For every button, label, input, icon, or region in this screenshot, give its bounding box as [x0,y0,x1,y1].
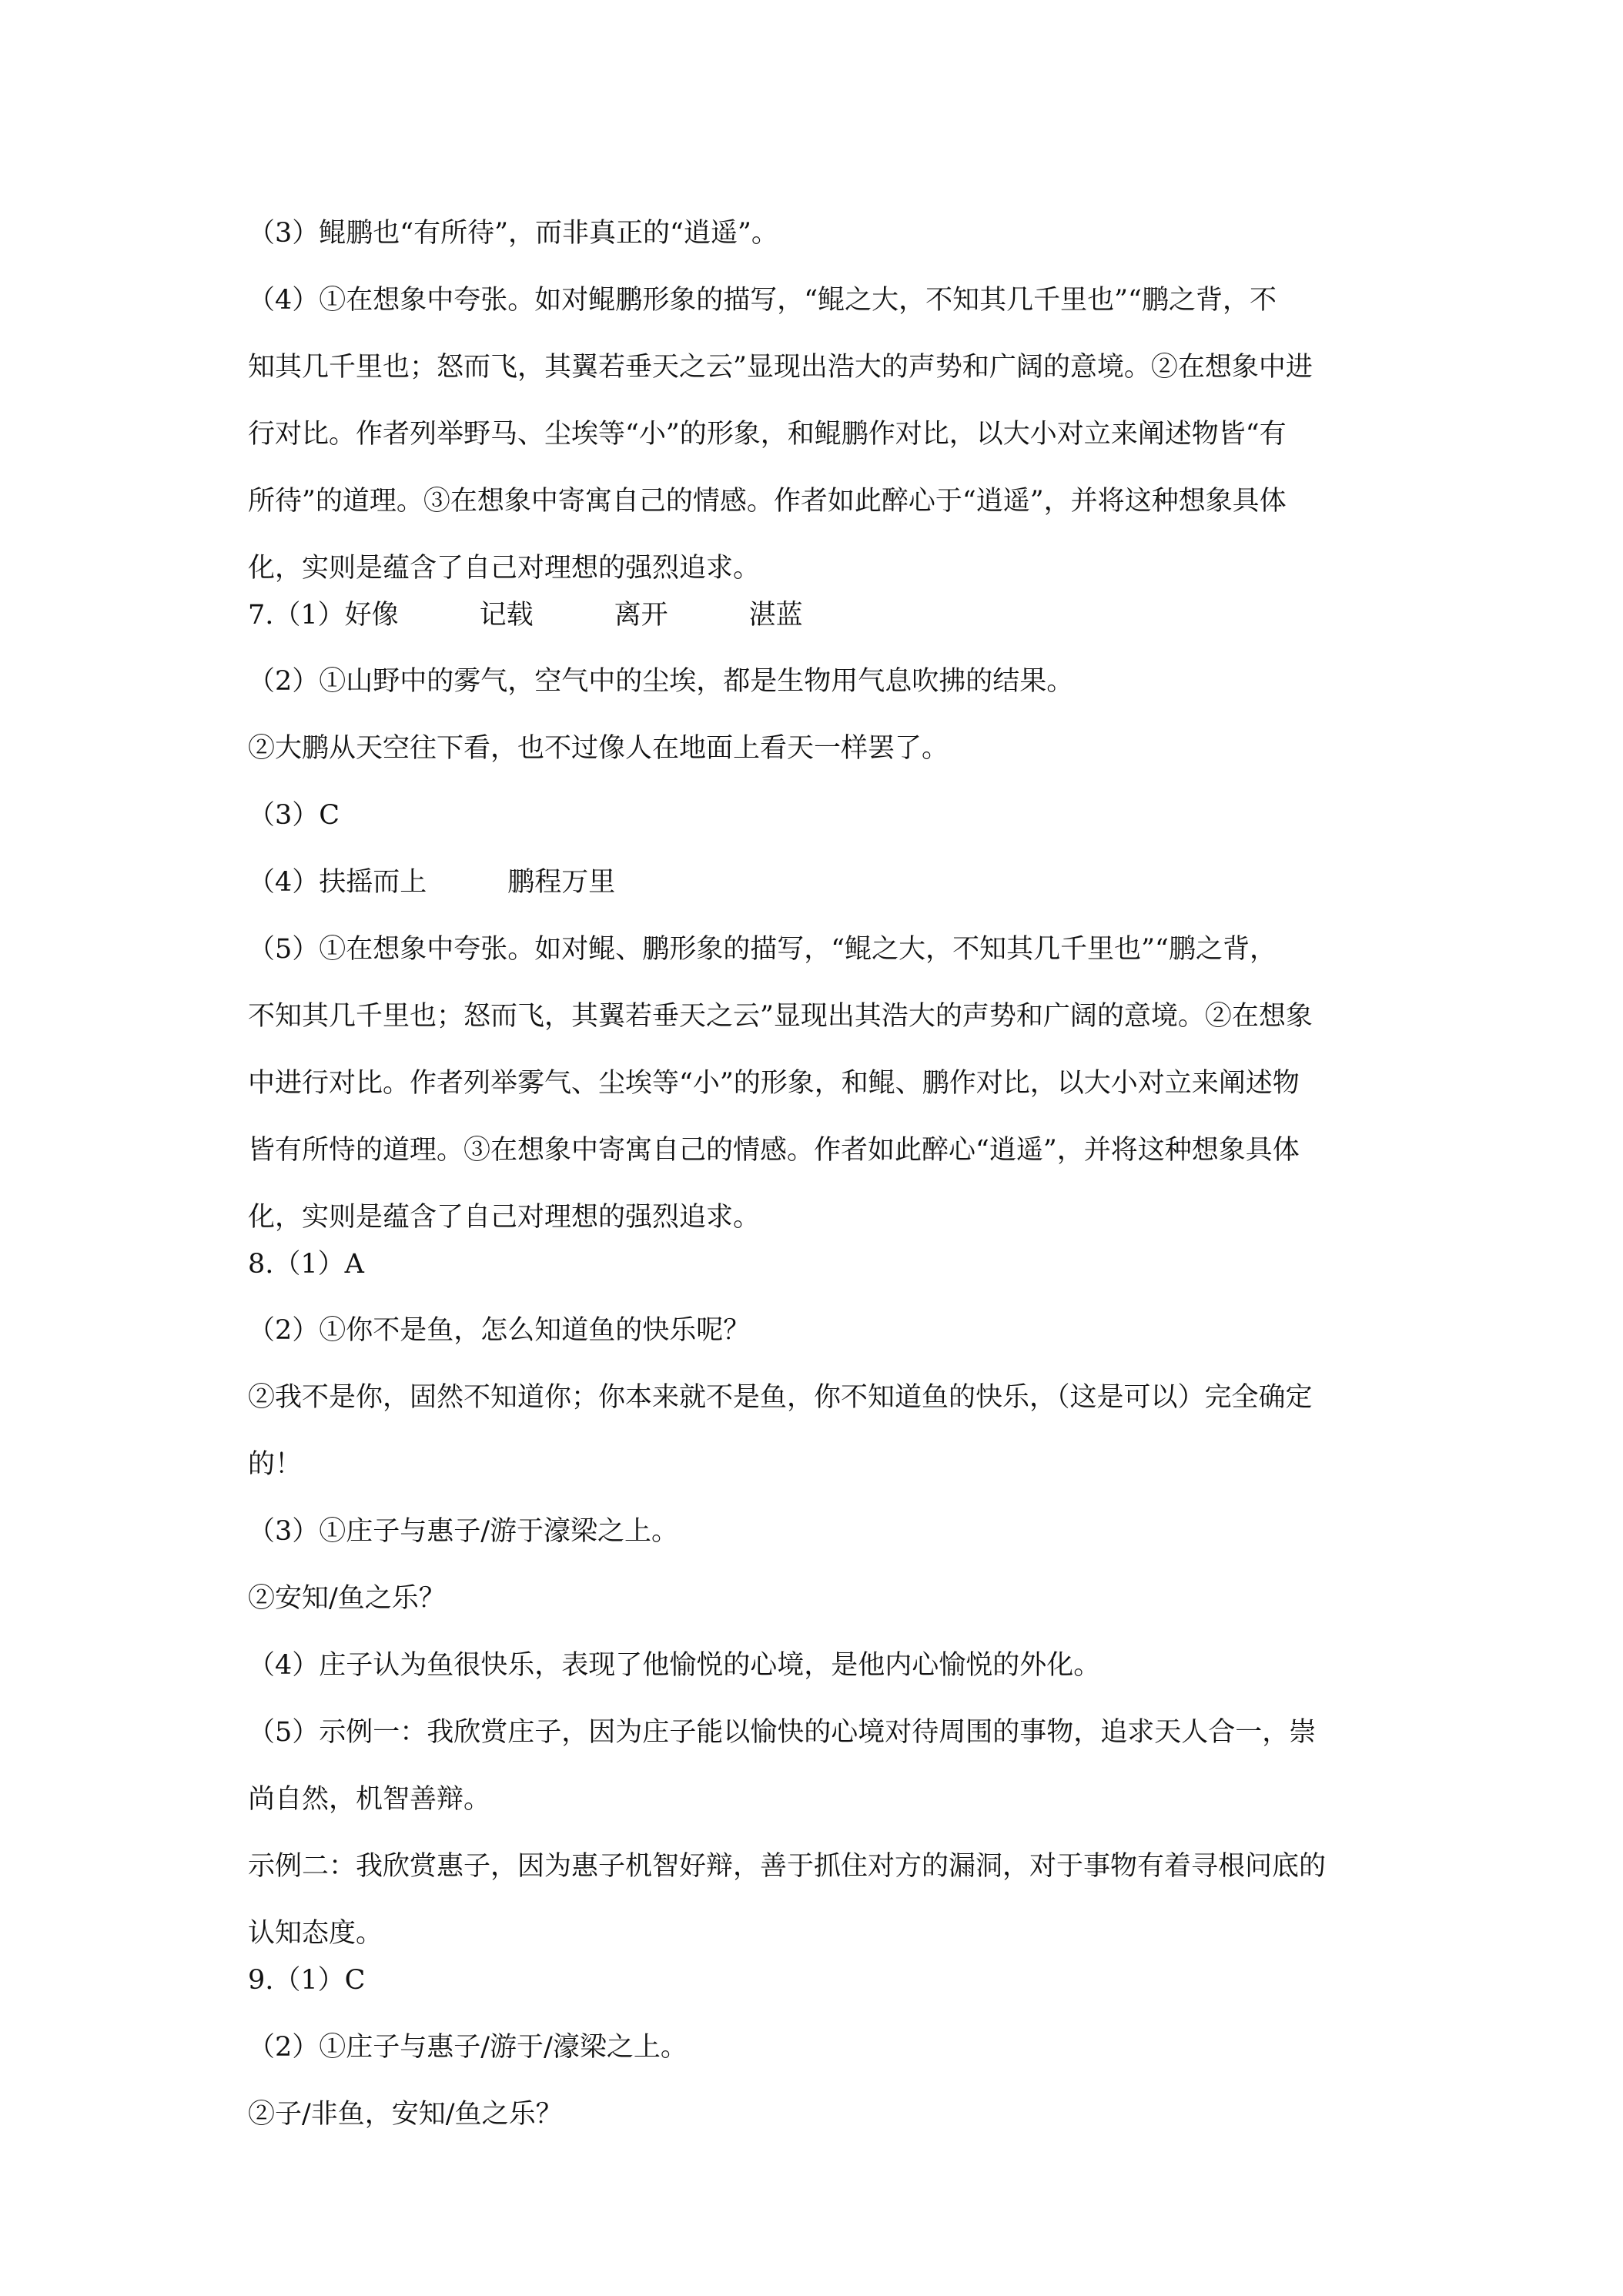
answer-line-8-5c: 示例二：我欣赏惠子，因为惠子机智好辩，善于抓住对方的漏洞，对于事物有着寻根问底的 [248,1851,1327,1882]
answer-line-8-5a: （5）示例一：我欣赏庄子，因为庄子能以愉快的心境对待周围的事物，追求天人合一，崇 [248,1717,1317,1748]
answer-line-7-3: （3）C [248,800,340,831]
answer-line-7-4: （4）扶摇而上 鹏程万里 [248,867,616,898]
answer-line-9-1: 9.（1）C [248,1965,366,1996]
answer-line-3-4e: 化，实则是蕴含了自己对理想的强烈追求。 [248,553,761,584]
answer-line-7-5c: 中进行对比。作者列举雾气、尘埃等“小”的形象，和鲲、鹏作对比，以大小对立来阐述物 [248,1068,1300,1099]
answer-line-3-4b: 知其几千里也；怒而飞，其翼若垂天之云”显现出浩大的声势和广阔的意境。②在想象中进 [248,352,1313,383]
answer-line-3-4c: 行对比。作者列举野马、尘埃等“小”的形象，和鲲鹏作对比，以大小对立来阐述物皆“有 [248,419,1287,450]
answer-line-8-3a: （3）①庄子与惠子/游于濠梁之上。 [248,1516,679,1547]
answer-line-3-3: （3）鲲鹏也“有所待”，而非真正的“逍遥”。 [248,218,778,249]
answer-line-7-5a: （5）①在想象中夸张。如对鲲、鹏形象的描写，“鲲之大，不知其几千里也”“鹏之背， [248,934,1277,965]
answer-line-7-1: 7.（1）好像 记载 离开 湛蓝 [248,600,803,631]
answer-line-7-2b: ②大鹏从天空往下看，也不过像人在地面上看天一样罢了。 [248,733,949,764]
answer-line-3-4a: （4）①在想象中夸张。如对鲲鹏形象的描写，“鲲之大，不知其几千里也”“鹏之背，不 [248,285,1277,316]
answer-line-7-5b: 不知其几千里也；怒而飞，其翼若垂天之云”显现出其浩大的声势和广阔的意境。②在想象 [248,1001,1313,1032]
answer-line-8-4: （4）庄子认为鱼很快乐，表现了他愉悦的心境，是他内心愉悦的外化。 [248,1650,1101,1681]
answer-line-8-1: 8.（1）A [248,1249,364,1280]
answer-line-8-3b: ②安知/鱼之乐？ [248,1583,446,1614]
answer-line-7-2a: （2）①山野中的雾气，空气中的尘埃，都是生物用气息吹拂的结果。 [248,666,1074,697]
answer-line-8-5b: 尚自然，机智善辩。 [248,1784,491,1815]
answer-line-3-4d: 所待”的道理。③在想象中寄寓自己的情感。作者如此醉心于“逍遥”，并将这种想象具体 [248,486,1287,517]
answer-line-9-2b: ②子/非鱼，安知/鱼之乐？ [248,2099,563,2130]
answer-line-8-2b: ②我不是你，固然不知道你；你本来就不是鱼，你不知道鱼的快乐，（这是可以）完全确定 [248,1382,1313,1413]
answer-line-8-2c: 的！ [248,1449,303,1480]
answer-line-9-2a: （2）①庄子与惠子/游于/濠梁之上。 [248,2032,688,2063]
answer-line-7-5d: 皆有所恃的道理。③在想象中寄寓自己的情感。作者如此醉心“逍遥”，并将这种想象具体 [248,1135,1300,1166]
answer-line-8-5d: 认知态度。 [248,1918,383,1949]
answer-line-8-2a: （2）①你不是鱼，怎么知道鱼的快乐呢？ [248,1315,751,1346]
answer-line-7-5e: 化，实则是蕴含了自己对理想的强烈追求。 [248,1202,761,1233]
